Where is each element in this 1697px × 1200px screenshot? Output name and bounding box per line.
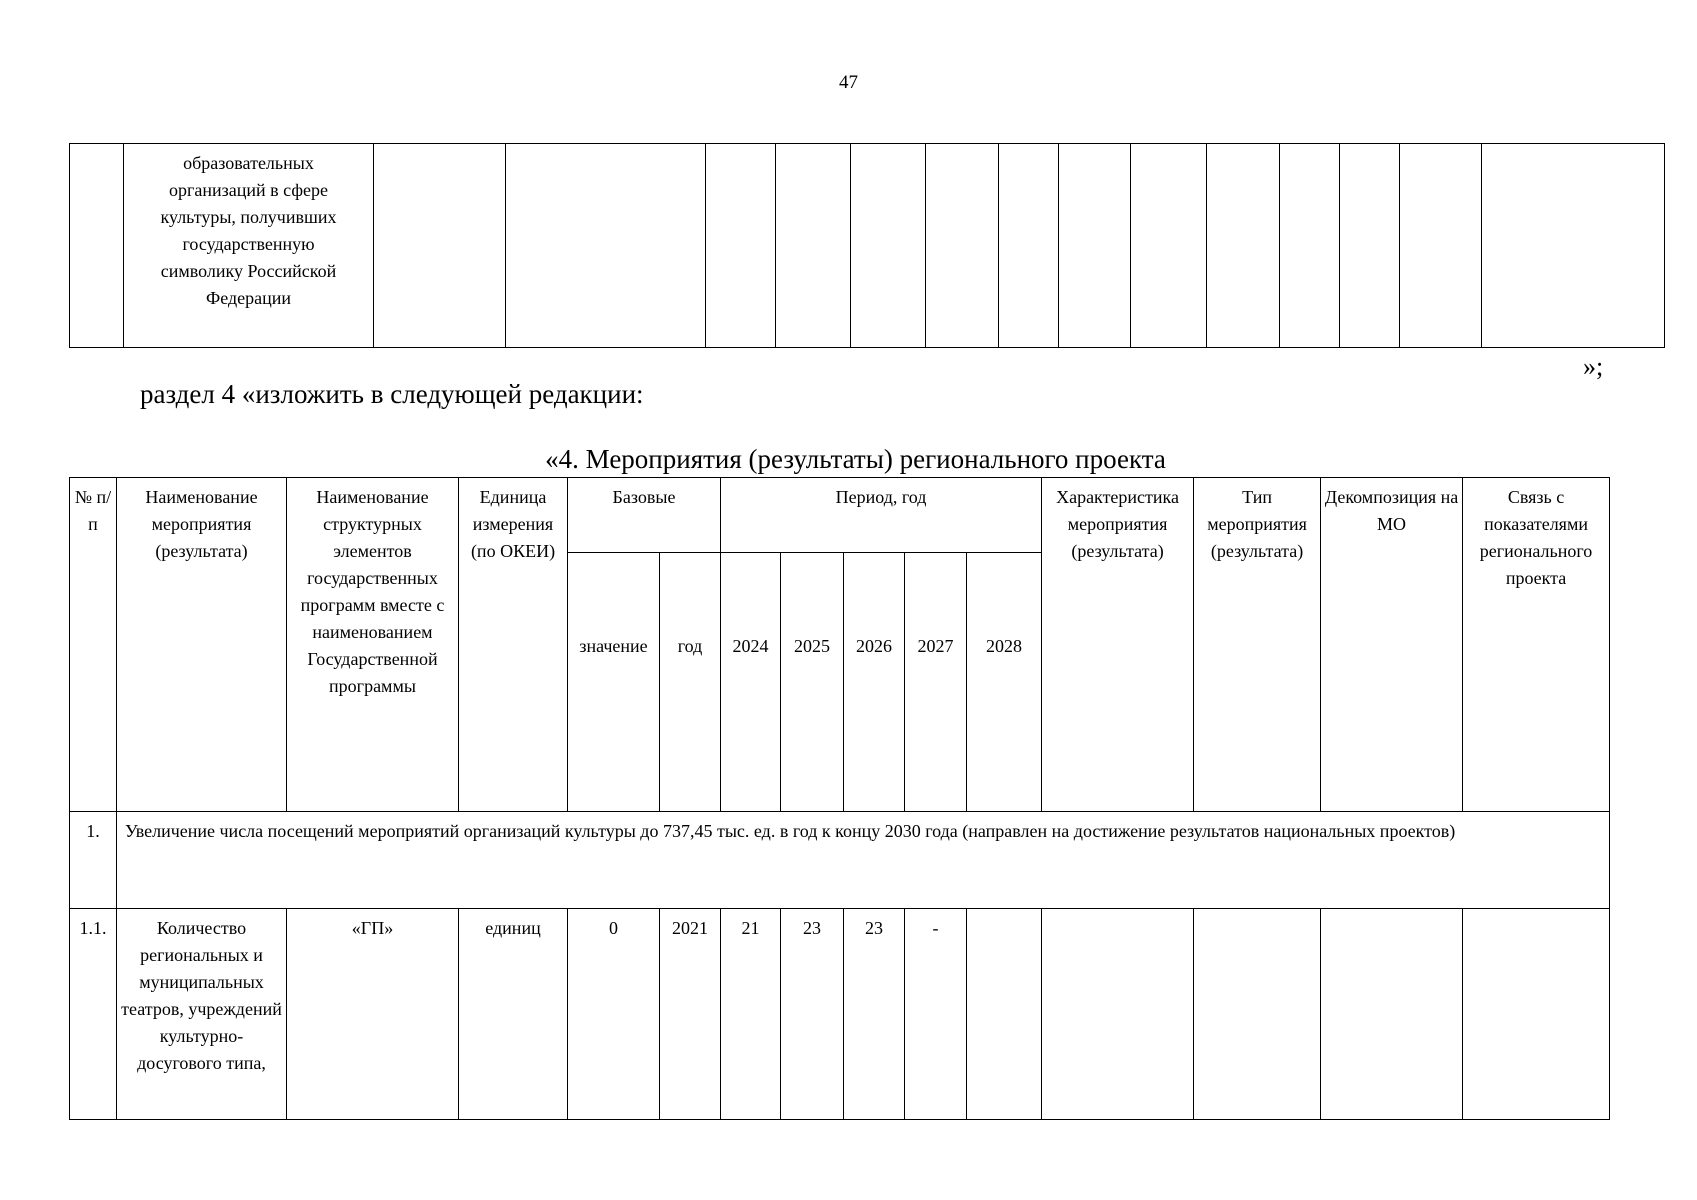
row-value-2027: - <box>905 909 967 1120</box>
section-row <box>70 812 1610 909</box>
row-base-year: 2021 <box>660 909 721 1120</box>
cont-empty-cell <box>1340 144 1400 348</box>
row-num: 1.1. <box>70 909 117 1120</box>
header-characteristic: Характеристика мероприятия (результата) <box>1042 478 1194 812</box>
page-number: 47 <box>839 72 858 93</box>
header-year: 2027 <box>905 553 967 812</box>
cont-empty-cell <box>1059 144 1131 348</box>
row-value-2024: 21 <box>721 909 781 1120</box>
cont-empty-cell <box>776 144 851 348</box>
events-table <box>69 477 1610 1120</box>
row-decomposition <box>1321 909 1463 1120</box>
header-type: Тип мероприятия (результата) <box>1194 478 1321 812</box>
section-row-num: 1. <box>70 812 117 909</box>
row-type <box>1194 909 1321 1120</box>
header-unit: Единица измерения (по ОКЕИ) <box>459 478 568 812</box>
header-base-year: год <box>660 553 721 812</box>
row-link <box>1463 909 1610 1120</box>
cont-empty-cell <box>706 144 776 348</box>
header-link: Связь с показателями регионального проекта <box>1463 478 1610 812</box>
cont-empty-cell <box>1280 144 1340 348</box>
header-period: Период, год <box>721 478 1042 553</box>
cont-name-cell: образовательных организаций в сфере культуры, получивших государственную символику Российской Федерации <box>124 144 374 348</box>
row-value-2026: 23 <box>844 909 905 1120</box>
row-structural: «ГП» <box>287 909 459 1120</box>
row-name: Количество региональных и муниципальных театров, учреждений культурно-досугового типа, <box>117 909 287 1120</box>
header-base: Базовые <box>568 478 721 553</box>
continuation-table <box>69 143 1665 348</box>
cont-empty-cell <box>70 144 124 348</box>
cont-empty-cell <box>926 144 999 348</box>
closing-quote: »; <box>1583 352 1604 381</box>
cont-empty-cell <box>851 144 926 348</box>
header-structural: Наименование структурных элементов государственных программ вместе с наименованием Государственной программы <box>287 478 459 812</box>
header-year: 2025 <box>781 553 844 812</box>
header-year: 2028 <box>967 553 1042 812</box>
row-value-2028 <box>967 909 1042 1120</box>
table-title: «4. Мероприятия (результаты) регионального проекта <box>545 444 1166 474</box>
continuation-row <box>70 144 1665 348</box>
row-value-2025: 23 <box>781 909 844 1120</box>
row-unit: единиц <box>459 909 568 1120</box>
header-name: Наименование мероприятия (результата) <box>117 478 287 812</box>
cont-empty-cell <box>1131 144 1207 348</box>
header-num: № п/п <box>70 478 117 812</box>
section-instruction: раздел 4 «изложить в следующей редакции: <box>140 379 644 409</box>
header-decomposition: Декомпозиция на МО <box>1321 478 1463 812</box>
cont-empty-cell <box>506 144 706 348</box>
cont-empty-cell <box>374 144 506 348</box>
header-year: 2026 <box>844 553 905 812</box>
table-row <box>70 909 1610 1120</box>
header-year: 2024 <box>721 553 781 812</box>
section-row-text: Увеличение числа посещений мероприятий организаций культуры до 737,45 тыс. ед. в год к концу 2030 года (направлен на достижение результатов национальных проектов) <box>117 812 1610 909</box>
cont-empty-cell <box>999 144 1059 348</box>
cont-empty-cell <box>1207 144 1280 348</box>
row-base-value: 0 <box>568 909 660 1120</box>
header-row <box>70 478 1610 553</box>
row-characteristic <box>1042 909 1194 1120</box>
cont-empty-cell <box>1482 144 1665 348</box>
cont-empty-cell <box>1400 144 1482 348</box>
header-base-value: значение <box>568 553 660 812</box>
